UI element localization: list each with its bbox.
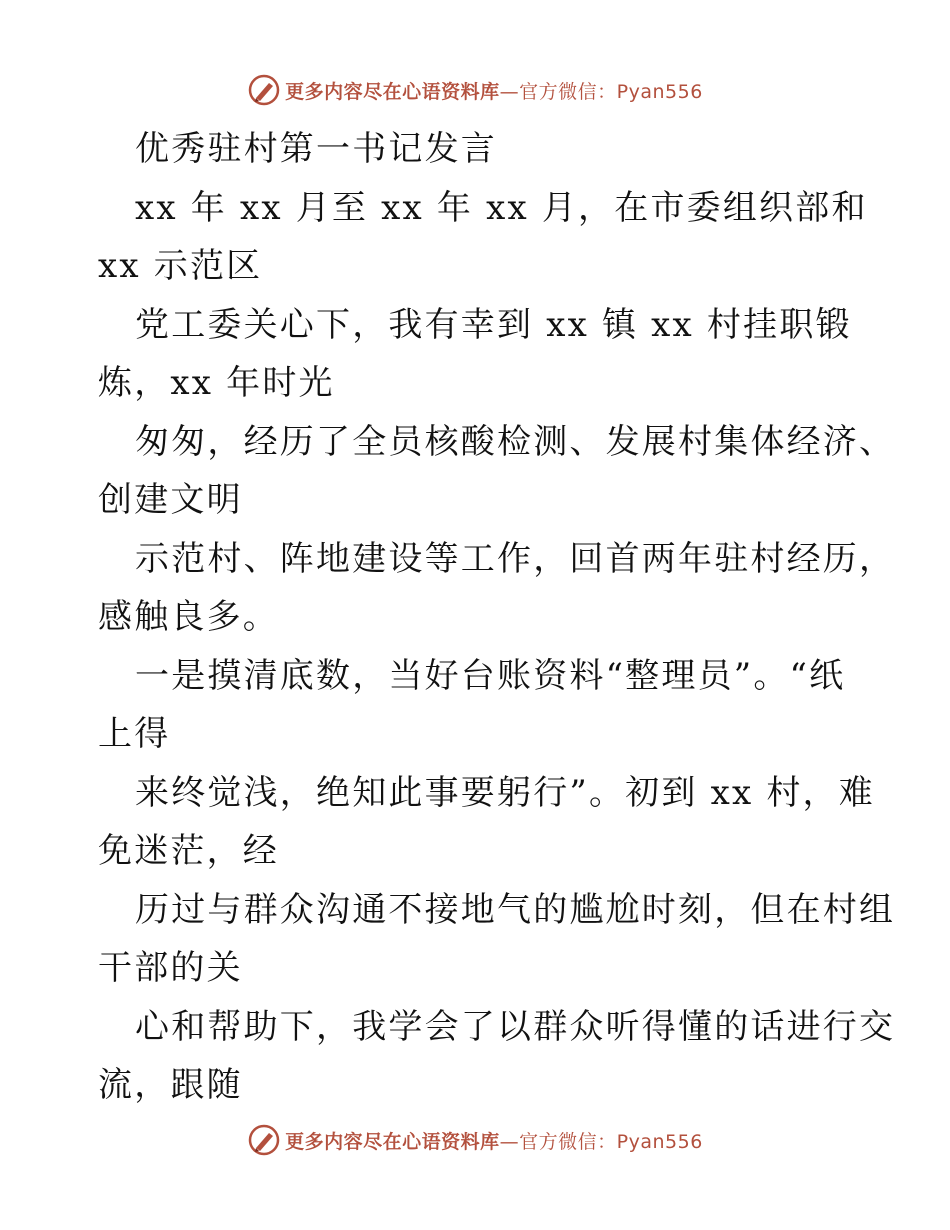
text-line: 党工委关心下，我有幸到 xx 镇 xx 村挂职锻: [135, 304, 852, 345]
pen-logo-icon: [247, 1123, 281, 1157]
text-line: 匆匆，经历了全员核酸检测、发展村集体经济、: [135, 421, 896, 462]
text-line: 创建文明: [98, 480, 243, 520]
text-line: 炼，xx 年时光: [98, 363, 335, 403]
text-line: 示范村、阵地建设等工作，回首两年驻村经历，: [135, 538, 896, 579]
text-line: 优秀驻村第一书记发言: [135, 129, 497, 169]
text-line: 流，跟随: [98, 1065, 243, 1105]
text-line: 历过与群众沟通不接地气的尴尬时刻，但在村组: [135, 889, 896, 930]
pen-logo-icon: [247, 73, 281, 107]
text-line: 心和帮助下，我学会了以群众听得懂的话进行交: [135, 1006, 896, 1047]
text-line: 干部的关: [98, 948, 243, 988]
text-line: xx 示范区: [98, 246, 263, 286]
text-line: 一是摸清底数，当好台账资料“整理员”。“纸: [135, 655, 846, 696]
text-line: 上得: [98, 714, 171, 754]
text-line: xx 年 xx 月至 xx 年 xx 月，在市委组织部和: [135, 187, 868, 228]
watermark-text: 更多内容尽在心语资料库—官方微信：Pyan556: [285, 80, 703, 103]
watermark-banner-bottom: [0, 1120, 950, 1160]
text-line: 感触良多。: [98, 597, 279, 637]
document-body: [98, 120, 896, 1115]
text-line: 来终觉浅，绝知此事要躬行”。初到 xx 村，难: [135, 772, 875, 813]
text-line: 免迷茫，经: [98, 831, 279, 871]
watermark-text: 更多内容尽在心语资料库—官方微信：Pyan556: [285, 1130, 703, 1153]
watermark-banner-top: [0, 70, 950, 110]
